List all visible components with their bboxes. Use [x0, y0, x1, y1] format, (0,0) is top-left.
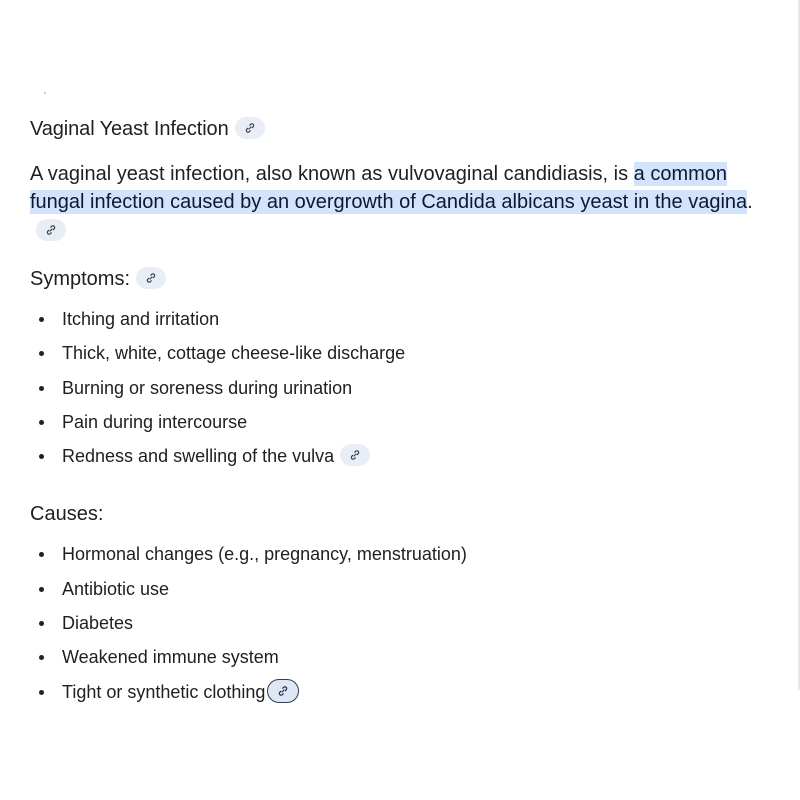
- link-icon: [45, 224, 57, 236]
- cause-citation-button[interactable]: [267, 679, 299, 703]
- symptom-citation-button[interactable]: [340, 444, 370, 466]
- intro-paragraph: [30, 160, 760, 244]
- link-icon: [349, 449, 361, 461]
- symptom-text: Redness and swelling of the vulva: [62, 446, 335, 467]
- title-citation-button[interactable]: [235, 117, 265, 139]
- list-item: [30, 405, 770, 439]
- bullet: [39, 621, 44, 626]
- symptoms-citation-button[interactable]: [136, 267, 166, 289]
- cause-text: Antibiotic use: [62, 578, 170, 599]
- intro-citation-button[interactable]: [36, 219, 66, 241]
- bullet: [39, 552, 44, 557]
- link-icon: [145, 272, 157, 284]
- link-icon: [244, 122, 256, 134]
- cause-text: Diabetes: [62, 613, 134, 634]
- list-item: [30, 572, 770, 606]
- list-item: [30, 336, 770, 370]
- causes-list: [30, 537, 770, 708]
- symptoms-heading: [30, 264, 770, 294]
- bullet: [39, 420, 44, 425]
- intro-text-after: .: [747, 191, 753, 213]
- stray-mark: [44, 92, 46, 94]
- bullet: [39, 454, 44, 459]
- cause-text: Tight or synthetic clothing: [62, 681, 266, 702]
- list-item: [30, 439, 770, 473]
- symptoms-heading-text: Symptoms:: [30, 267, 131, 290]
- symptom-text: Thick, white, cottage cheese-like discharge: [62, 343, 406, 364]
- list-item: [30, 606, 770, 640]
- symptom-text: Burning or soreness during urination: [62, 377, 353, 398]
- cause-text: Hormonal changes (e.g., pregnancy, menstruation): [62, 544, 467, 565]
- list-item: [30, 371, 770, 405]
- causes-heading: [30, 499, 770, 529]
- symptom-text: Pain during intercourse: [62, 411, 248, 432]
- causes-heading-text: Causes:: [30, 502, 104, 525]
- intro-text-before: A vaginal yeast infection, also known as vulvovaginal candidiasis, is: [30, 163, 634, 185]
- response-content: [30, 112, 770, 709]
- bullet: [39, 587, 44, 592]
- cause-text: Weakened immune system: [62, 647, 279, 668]
- bullet: [39, 690, 44, 695]
- bullet: [39, 317, 44, 322]
- list-item: [30, 302, 770, 336]
- symptoms-list: [30, 302, 770, 473]
- list-item: [30, 640, 770, 674]
- page-title: Vaginal Yeast Infection: [30, 117, 229, 140]
- highlighted-definition[interactable]: a common fungal infection caused by an overgrowth of Candida albicans yeast in the vagina: [30, 163, 748, 213]
- bullet: [39, 351, 44, 356]
- bullet: [39, 655, 44, 660]
- bullet: [39, 386, 44, 391]
- list-item: [30, 675, 770, 709]
- title-row: [30, 112, 770, 146]
- list-item: [30, 537, 770, 571]
- link-icon: [277, 685, 289, 697]
- symptom-text: Itching and irritation: [62, 309, 220, 329]
